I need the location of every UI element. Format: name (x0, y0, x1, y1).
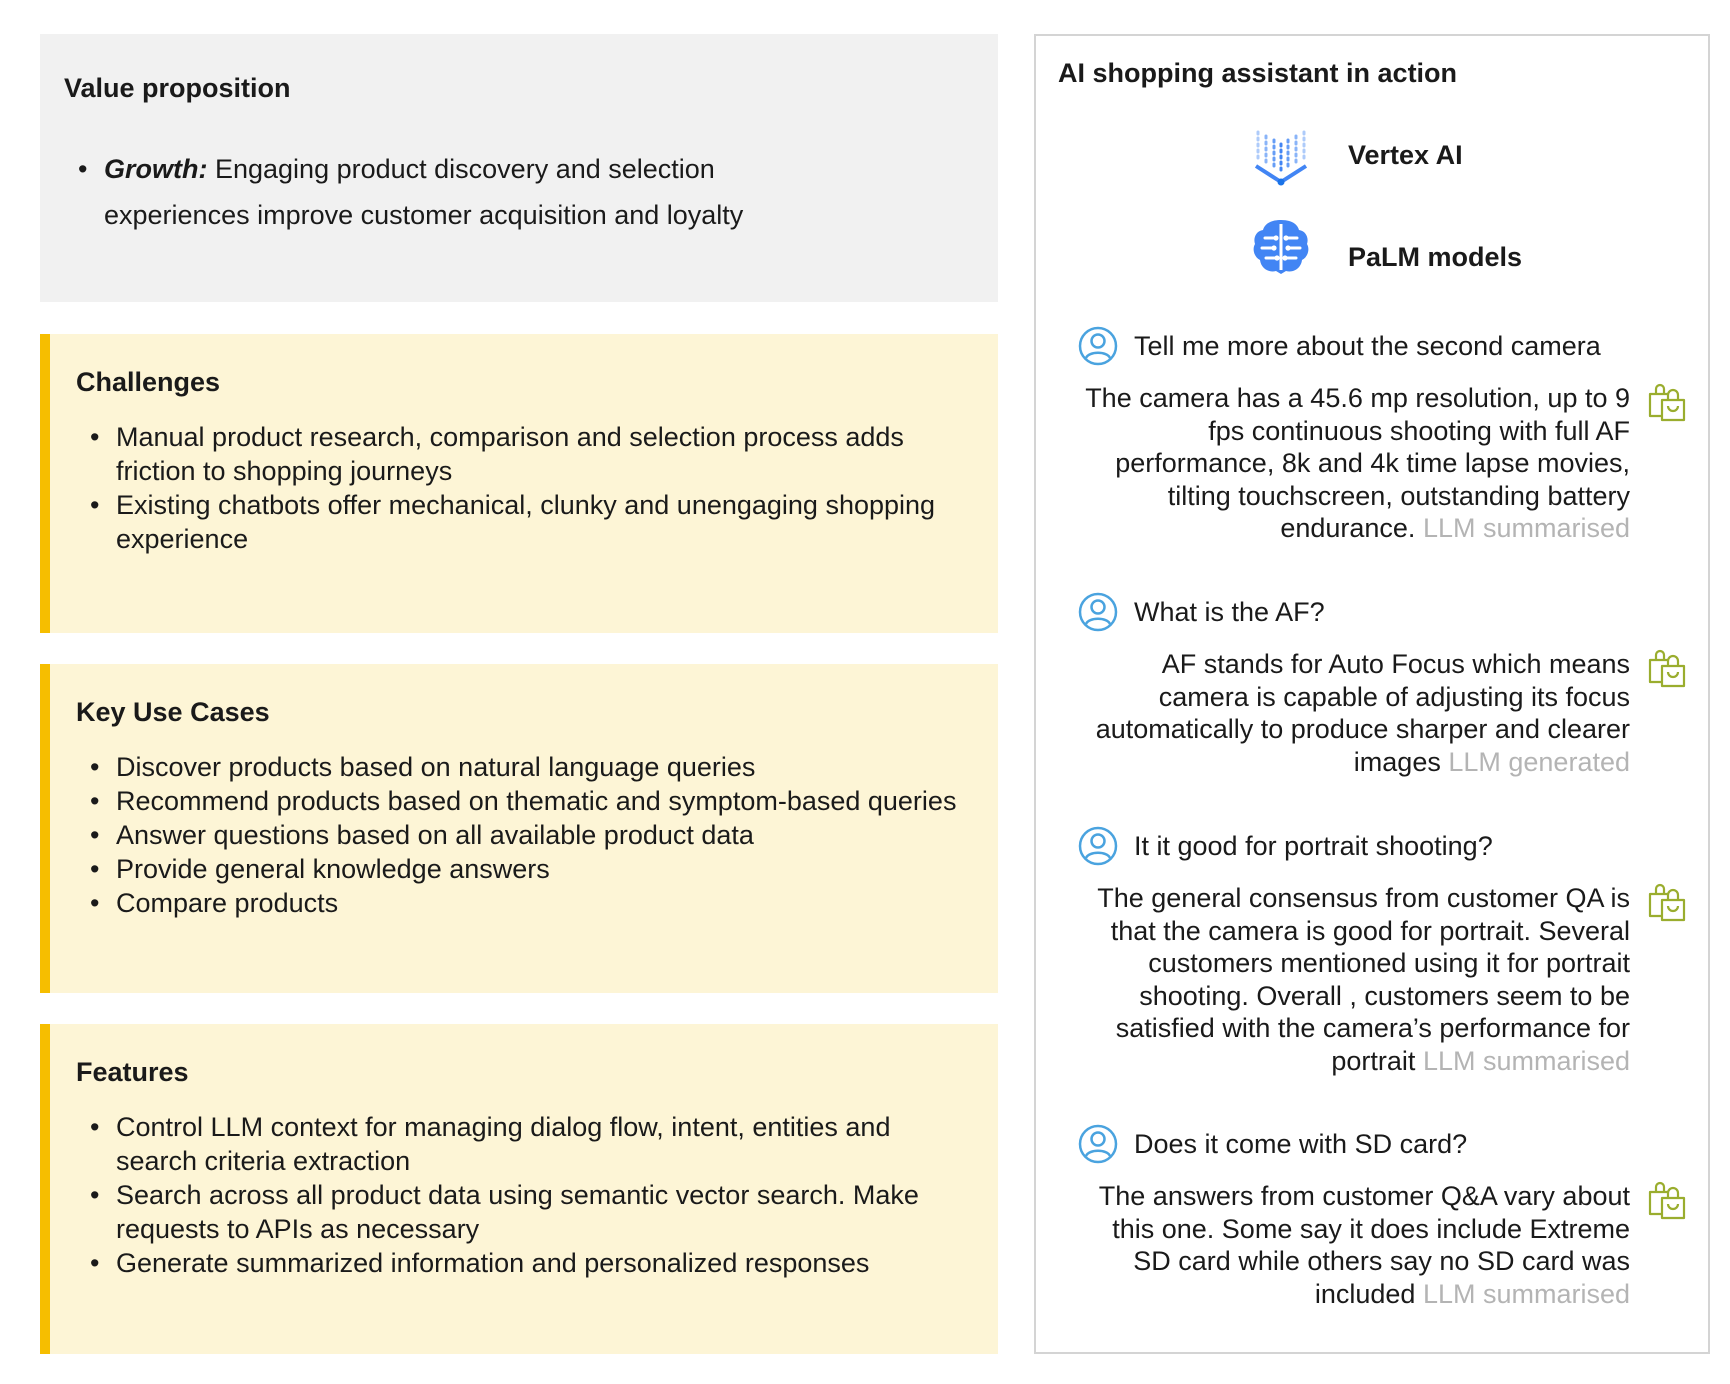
list-item: • Existing chatbots offer mechanical, clunky and unengaging shopping experience (76, 488, 976, 556)
palm-brain-icon (1250, 216, 1312, 278)
shopping-bag-icon (1646, 880, 1688, 922)
value-proposition-title: Value proposition (64, 73, 291, 103)
chat-question (1078, 326, 1601, 366)
answer-text: The answers from customer Q&A vary about this one. Some say it does include Extreme SD card while others say no SD card was included (1098, 1181, 1630, 1309)
list-item (64, 146, 824, 238)
value-proposition-list (64, 146, 824, 238)
value-proposition-panel (40, 34, 998, 302)
chat-answer (1070, 882, 1630, 1077)
user-icon (1078, 1124, 1118, 1164)
list-item: • Discover products based on natural language queries (76, 750, 976, 784)
challenges-title: Challenges (76, 367, 221, 397)
llm-tag: LLM summarised (1422, 513, 1630, 543)
use-cases-list (76, 750, 976, 920)
use-cases-panel (40, 664, 998, 993)
answer-text: The general consensus from customer QA is that the camera is good for portrait. Several customers mentioned using it for portrait shooting. Overall , customers seem to be satisfied with the camera’s performance for portrait (1097, 883, 1630, 1076)
features-title: Features (76, 1057, 189, 1087)
chat-question (1078, 1124, 1467, 1164)
chat-question (1078, 826, 1493, 866)
shopping-bag-icon (1646, 380, 1688, 422)
chat-answer (1070, 1180, 1630, 1310)
chat-answer (1070, 648, 1630, 778)
user-icon (1078, 826, 1118, 866)
list-item: • Recommend products based on thematic and symptom-based queries (76, 784, 976, 818)
features-list (76, 1110, 976, 1280)
features-panel (40, 1024, 998, 1354)
challenges-panel (40, 334, 998, 633)
user-icon (1078, 592, 1118, 632)
list-item: • Control LLM context for managing dialog flow, intent, entities and search criteria extraction (76, 1110, 976, 1178)
challenges-list (76, 420, 976, 556)
llm-tag: LLM summarised (1422, 1278, 1630, 1309)
growth-text: Engaging product discovery and selection experiences improve customer acquisition and loyalty (104, 154, 744, 230)
list-item: • Compare products (76, 886, 976, 920)
question-text: Does it come with SD card? (1134, 1128, 1468, 1159)
vertex-ai-icon (1250, 126, 1312, 188)
palm-logo (1250, 216, 1312, 278)
vertex-ai-label: Vertex AI (1348, 140, 1463, 170)
question-text: It it good for portrait shooting? (1134, 830, 1493, 861)
vertex-ai-logo (1250, 126, 1312, 188)
assistant-title: AI shopping assistant in action (1058, 58, 1458, 88)
shopping-bag-icon (1646, 1178, 1688, 1220)
llm-tag: LLM summarised (1422, 1045, 1630, 1076)
user-icon (1078, 326, 1118, 366)
chat-answer (1070, 382, 1630, 545)
list-item: • Answer questions based on all available product data (76, 818, 976, 852)
list-item: • Search across all product data using semantic vector search. Make requests to APIs as necessary (76, 1178, 976, 1246)
growth-label: Growth: (104, 154, 208, 184)
llm-tag: LLM generated (1448, 746, 1630, 777)
question-text: What is the AF? (1134, 596, 1325, 627)
question-text: Tell me more about the second camera (1134, 330, 1601, 361)
chat-question (1078, 592, 1325, 632)
answer-text: AF stands for Auto Focus which means camera is capable of adjusting its focus automatically to produce sharper and clearer images (1095, 649, 1630, 777)
shopping-bag-icon (1646, 646, 1688, 688)
list-item: • Manual product research, comparison and selection process adds friction to shopping journeys (76, 420, 976, 488)
answer-text: The camera has a 45.6 mp resolution, up to 9 fps continuous shooting with full AF performance, 8k and 4k time lapse movies, tilting touchscreen, outstanding battery endurance. (1085, 383, 1630, 543)
list-item: • Provide general knowledge answers (76, 852, 976, 886)
palm-label: PaLM models (1348, 242, 1523, 272)
assistant-panel (1034, 34, 1710, 1354)
use-cases-title: Key Use Cases (76, 697, 270, 727)
list-item: • Generate summarized information and personalized responses (76, 1246, 976, 1280)
